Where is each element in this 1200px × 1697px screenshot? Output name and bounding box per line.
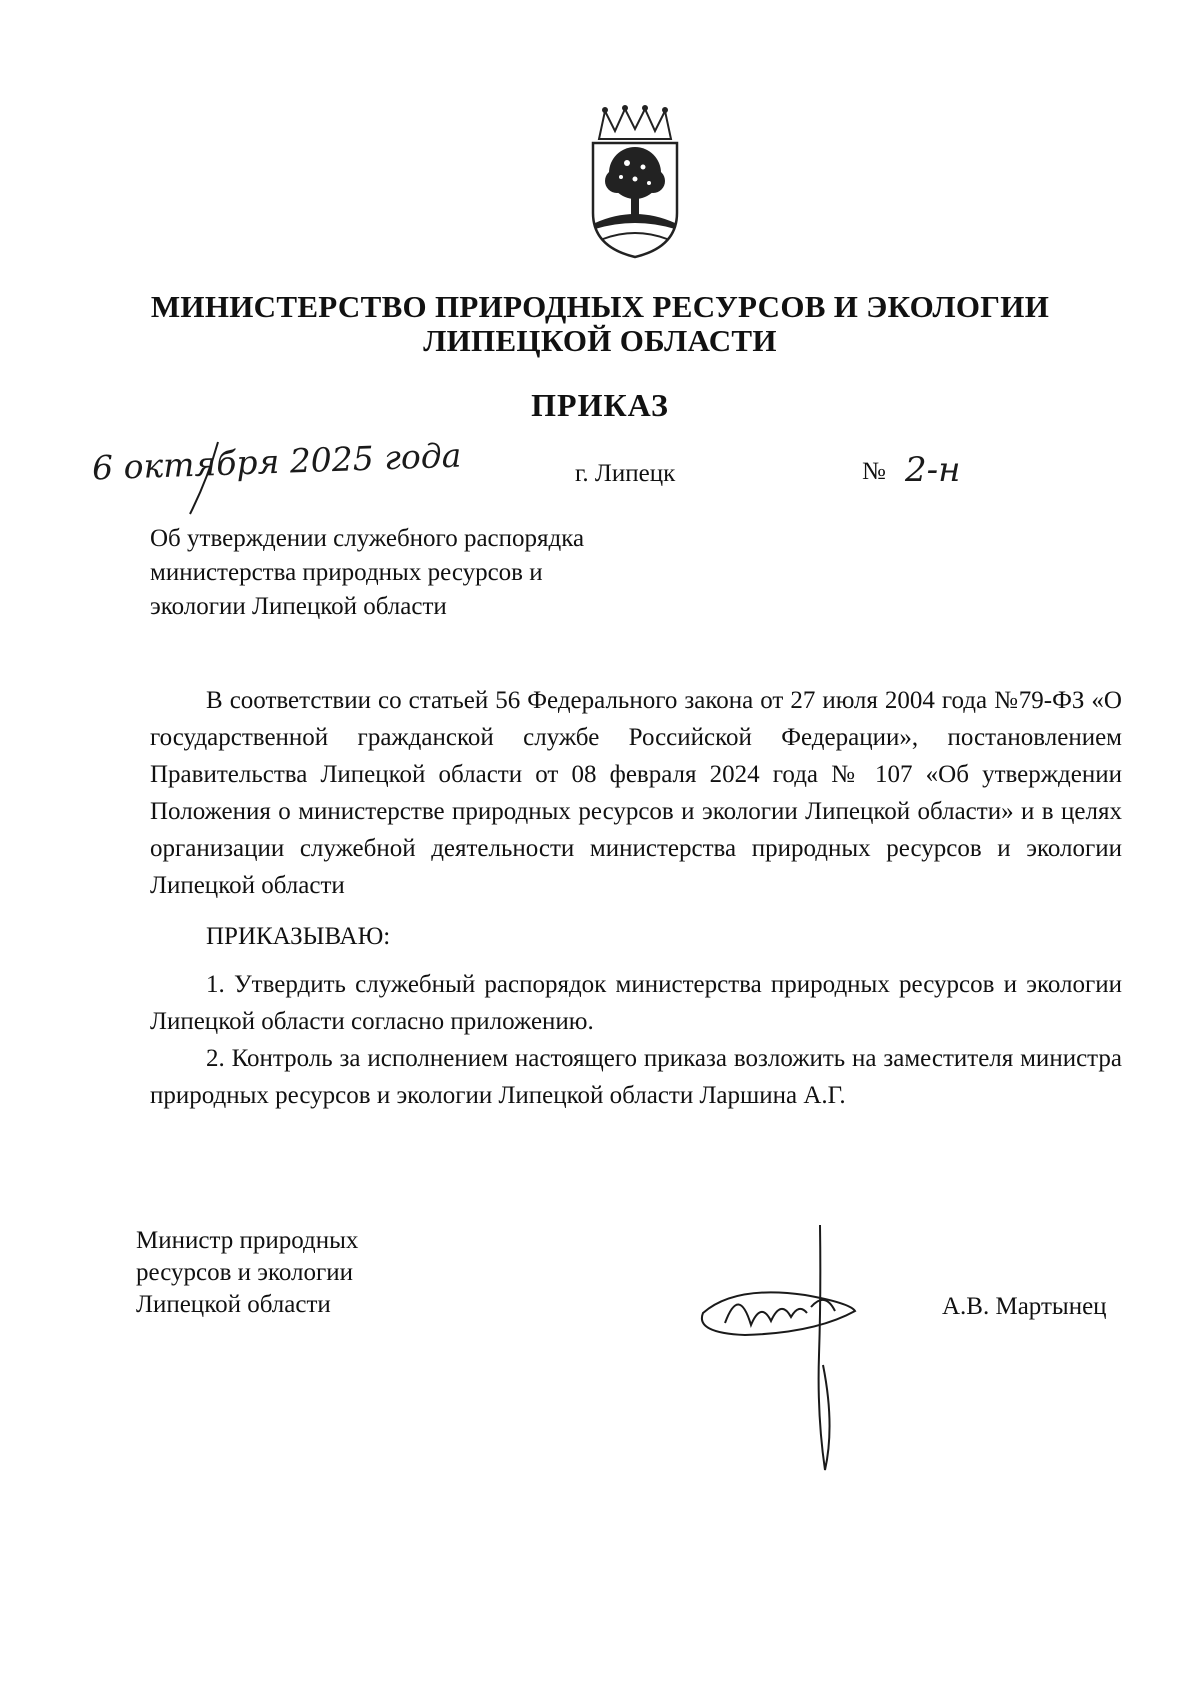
city-label: г. Липецк — [575, 460, 676, 487]
signatory-title-line: Липецкой области — [136, 1291, 331, 1318]
signatory-title — [136, 1225, 358, 1321]
order-number-label: № — [862, 458, 886, 485]
order-item: 1. Утвердить служебный распорядок министерства природных ресурсов и экологии Липецкой области согласно приложению. — [150, 971, 1122, 1035]
subject-line: Об утверждении служебного распорядка — [150, 525, 585, 552]
document-type-title: ПРИКАЗ — [531, 387, 669, 423]
ministry-heading — [100, 290, 1100, 358]
subject-line: министерства природных ресурсов и — [150, 559, 543, 586]
handwritten-signature — [695, 1215, 875, 1475]
ministry-line-2: ЛИПЕЦКОЙ ОБЛАСТИ — [423, 323, 777, 358]
preamble-paragraph: В соответствии со статьей 56 Федерального закона от 27 июля 2004 года №79-ФЗ «О государственной гражданской службе Российской Федерации», постановлением Правительства Липецкой области от 08 февраля 2024 года № 107 «Об утверждении Положения о министерстве природных ресурсов и экологии Липецкой области» и в целях организации служебной деятельности министерства природных ресурсов и экологии Липецкой области — [150, 687, 1122, 899]
signatory-name: А.В. Мартынец — [942, 1293, 1107, 1320]
order-word: ПРИКАЗЫВАЮ: — [206, 923, 391, 950]
handwritten-date: 6 октября 2025 года — [91, 435, 462, 488]
order-number-handwritten: 2-н — [905, 450, 961, 490]
document-body — [150, 682, 1122, 1114]
ministry-line-1: МИНИСТЕРСТВО ПРИРОДНЫХ РЕСУРСОВ И ЭКОЛОГИИ — [150, 289, 1050, 324]
date-pen-stroke — [180, 438, 240, 518]
coat-of-arms-icon — [585, 105, 685, 265]
signatory-title-line: Министр природных — [136, 1227, 359, 1254]
signatory-title-line: ресурсов и экологии — [136, 1259, 354, 1286]
subject-line: экологии Липецкой области — [150, 593, 447, 620]
document-subject — [150, 522, 710, 624]
order-item: 2. Контроль за исполнением настоящего приказа возложить на заместителя министра природных ресурсов и экологии Липецкой области Ларшина А.Г. — [150, 1045, 1122, 1109]
